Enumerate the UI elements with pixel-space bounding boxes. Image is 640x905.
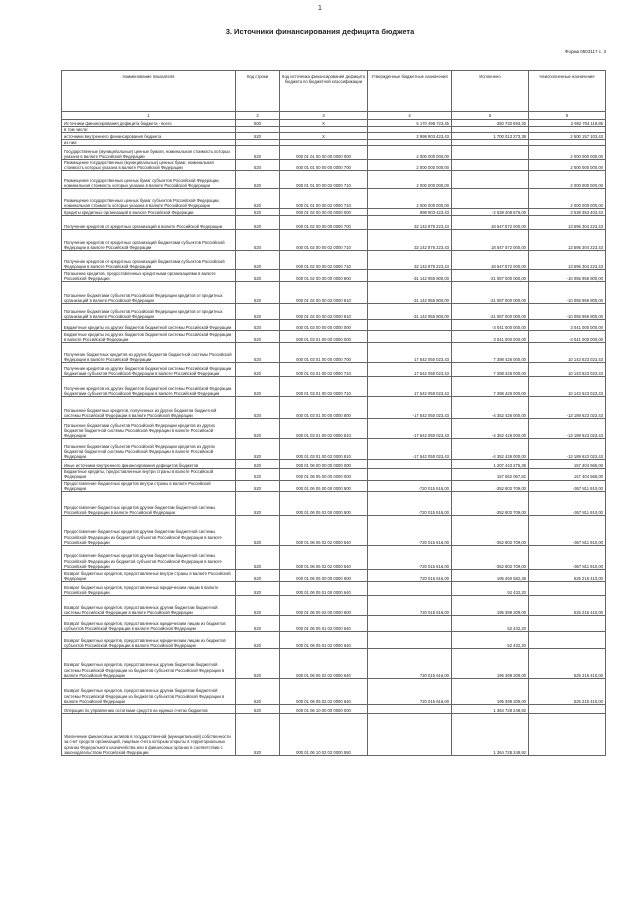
- row-source-code: 000 01 06 05 01 02 0000 640: [280, 615, 368, 631]
- row-code: 500: [236, 120, 280, 127]
- row-code: 520: [236, 480, 280, 491]
- row-source-code: 000 01 01 00 00 00 0000 700: [280, 160, 368, 171]
- row-source-code: 000 01 03 01 00 00 0000 700: [280, 343, 368, 363]
- row-approved: -17 542 050 023,43: [368, 439, 452, 460]
- row-source-code: 000 01 03 01 00 02 0000 710: [280, 377, 368, 397]
- row-source-code: 000 01 02 00 00 02 0000 710: [280, 230, 368, 251]
- row-name: Размещение государственных ценных бумаг субъектов Российской Федерации, номинальная стоимость которых указана в валюте Российской Федерации: [62, 189, 236, 209]
- row-executed: 1 207 443 275,36: [452, 460, 529, 469]
- row-approved: [368, 704, 452, 713]
- row-code: 520: [236, 282, 280, 304]
- table-row: [62, 439, 606, 460]
- row-source-code: 000 01 02 00 00 02 0000 810: [280, 304, 368, 320]
- row-executed: 195 399 209,00: [452, 648, 529, 678]
- row-code: 520: [236, 363, 280, 377]
- row-source-code: 000 01 06 00 00 00 0000 000: [280, 460, 368, 469]
- row-name: Получение кредитов из других бюджетов бюджетной системы Российской Федерации бюджетами субъектов Российской Федерации в валюте Российской Федерации: [62, 363, 236, 377]
- row-executed: 52 432,20: [452, 631, 529, 648]
- row-name: Предоставление бюджетных кредитов другим бюджетам бюджетной системы Российской Федерации из бюджетов субъектов Российской Федерации в валюте Российской Федерации: [62, 515, 236, 545]
- row-unexecuted: [529, 713, 606, 755]
- column-number: 6: [529, 112, 606, 120]
- table-row: [62, 515, 606, 545]
- column-header-unexecuted: Неисполненные назначения: [529, 71, 606, 112]
- row-name: Размещение государственных ценных бумаг субъектов Российской Федерации, номинальная стоимость которых указана в валюте Российской Федерации: [62, 171, 236, 189]
- table-row: [62, 678, 606, 704]
- row-name: Погашение бюджетами субъектов Российской Федерации кредитов из других бюджетов бюджетной системы Российской Федерации в валюте Российской Федерации: [62, 439, 236, 460]
- row-approved: 2 998 903 423,43: [368, 133, 452, 140]
- row-code: 520: [236, 713, 280, 755]
- row-code: 520: [236, 515, 280, 545]
- row-code: 520: [236, 460, 280, 469]
- column-header-code: Код строки: [236, 71, 280, 112]
- row-code: 520: [236, 133, 280, 140]
- row-executed: 7 398 426 000,00: [452, 363, 529, 377]
- row-code: 520: [236, 397, 280, 419]
- row-code: 520: [236, 230, 280, 251]
- form-label: Форма 0503117 с. 3: [565, 49, 606, 54]
- row-code: 520: [236, 251, 280, 270]
- row-executed: -352 803 709,00: [452, 491, 529, 515]
- row-code: 520: [236, 331, 280, 343]
- row-code: 520: [236, 704, 280, 713]
- row-unexecuted: 10 143 623 023,43: [529, 363, 606, 377]
- row-source-code: 000 01 03 01 00 02 0000 810: [280, 439, 368, 460]
- row-unexecuted: -13 189 623 023,43: [529, 397, 606, 419]
- row-unexecuted: 10 143 623 023,43: [529, 377, 606, 397]
- row-source-code: 000 01 03 01 00 00 0000 000: [280, 331, 368, 343]
- row-code: 520: [236, 146, 280, 160]
- row-name: Предоставление бюджетных кредитов внутри страны в валюте Российской Федерации: [62, 480, 236, 491]
- table-row: [62, 363, 606, 377]
- row-executed: -21 087 000 000,00: [452, 270, 529, 282]
- row-executed: 3 041 000 000,00: [452, 331, 529, 343]
- row-unexecuted: 525 216 410,00: [529, 648, 606, 678]
- row-approved: 17 542 050 023,43: [368, 363, 452, 377]
- row-approved: 998 903 423,43: [368, 209, 452, 216]
- row-code: 520: [236, 615, 280, 631]
- table-row: [62, 282, 606, 304]
- row-source-code: 000 01 06 05 02 02 0000 640: [280, 648, 368, 678]
- row-name: Погашение кредитов, предоставленных кредитными организациями в валюте Российской Федерации: [62, 270, 236, 282]
- row-unexecuted: -10 055 956 800,00: [529, 304, 606, 320]
- table-row: [62, 569, 606, 581]
- row-unexecuted: 2 000 000 000,00: [529, 160, 606, 171]
- row-approved: 2 000 000 000,00: [368, 160, 452, 171]
- row-code: 520: [236, 189, 280, 209]
- table-body: [62, 120, 606, 756]
- row-executed: -4 352 426 000,00: [452, 397, 529, 419]
- row-source-code: 000 01 03 00 00 00 0000 000: [280, 320, 368, 331]
- row-executed: [452, 160, 529, 171]
- row-code: 520: [236, 595, 280, 615]
- row-source-code: 000 01 01 00 00 00 0000 000: [280, 146, 368, 160]
- table-row: [62, 251, 606, 270]
- row-unexecuted: 3 538 353 403,43: [529, 209, 606, 216]
- table-row: [62, 460, 606, 469]
- row-code: 520: [236, 216, 280, 230]
- row-executed: -21 087 000 000,00: [452, 282, 529, 304]
- row-name: Возврат бюджетных кредитов, предоставленных юридическим лицам в валюте Российской Федерации: [62, 581, 236, 595]
- row-code: 520: [236, 343, 280, 363]
- row-executed: [452, 171, 529, 189]
- column-number: 2: [236, 112, 280, 120]
- row-unexecuted: 2 000 000 000,00: [529, 146, 606, 160]
- page-number: 1: [318, 5, 322, 12]
- row-code: 520: [236, 581, 280, 595]
- row-code: 520: [236, 209, 280, 216]
- table-row: [62, 133, 606, 140]
- row-name: Получение бюджетных кредитов из других бюджетов бюджетной системы Российской Федерации в валюте Российской Федерации: [62, 343, 236, 363]
- row-executed: -350 733 693,30: [452, 120, 529, 127]
- table-row: [62, 469, 606, 480]
- row-name: Увеличение финансовых активов в государственной (муниципальной) собственности за счет средств организаций, лицевые счета которым открыты в территориальных органах Федерального казначейства или в финансовых органах в соответствии с законодательством Российской Федерации: [62, 713, 236, 755]
- row-executed: 52 432,20: [452, 615, 529, 631]
- table-row: [62, 581, 606, 595]
- row-executed: 7 398 426 000,00: [452, 343, 529, 363]
- row-executed: 195 399 209,00: [452, 595, 529, 615]
- row-approved: -31 142 955 800,00: [368, 304, 452, 320]
- column-number: 3: [280, 112, 368, 120]
- row-code: 520: [236, 320, 280, 331]
- row-executed: [452, 189, 529, 209]
- column-number: 4: [368, 112, 452, 120]
- row-approved: -720 015 616,00: [368, 491, 452, 515]
- row-executed: -352 803 709,00: [452, 545, 529, 569]
- row-unexecuted: [529, 581, 606, 595]
- row-unexecuted: -13 189 623 023,43: [529, 439, 606, 460]
- row-approved: [368, 460, 452, 469]
- row-unexecuted: [529, 615, 606, 631]
- row-source-code: 000 01 02 00 00 02 0000 710: [280, 251, 368, 270]
- row-name: Предоставление бюджетных кредитов другим бюджетам бюджетной системы Российской Федерации из бюджетов субъектов Российской Федерации в валюте Российской Федерации: [62, 545, 236, 569]
- row-source-code: 000 01 03 01 00 00 0000 800: [280, 397, 368, 419]
- row-approved: 720 015 616,00: [368, 648, 452, 678]
- row-source-code: 000 01 06 05 02 00 0000 600: [280, 595, 368, 615]
- row-approved: 720 015 616,00: [368, 569, 452, 581]
- row-executed: 157 562 067,82: [452, 469, 529, 480]
- row-name: Возврат бюджетных кредитов, предоставленных другим бюджетам бюджетной системы Российской Федерации из бюджетов субъектов Российской Федерации в валюте Российской Федерации: [62, 678, 236, 704]
- row-name: Кредиты кредитных организаций в валюте Российской Федерации: [62, 209, 236, 216]
- column-number: 1: [62, 112, 236, 120]
- row-executed: 1 364 728 248,92: [452, 713, 529, 755]
- row-approved: [368, 713, 452, 755]
- row-executed: 52 432,20: [452, 581, 529, 595]
- table-row: [62, 171, 606, 189]
- table-row: [62, 545, 606, 569]
- row-name: Погашение бюджетами субъектов Российской Федерации кредитов от кредитных организаций в валюте Российской Федерации: [62, 304, 236, 320]
- row-code: 520: [236, 160, 280, 171]
- row-name: Получение кредитов от кредитных организаций бюджетами субъектов Российской Федерации в валюте Российской Федерации: [62, 230, 236, 251]
- row-name: Получение кредитов из других бюджетов бюджетной системы Российской Федерации бюджетами субъектов Российской Федерации в валюте Российской Федерации: [62, 377, 236, 397]
- row-executed: -2 539 408 676,00: [452, 209, 529, 216]
- page-title: 3. Источники финансирования дефицита бюджета: [225, 27, 415, 36]
- row-executed: 18 547 572 000,00: [452, 251, 529, 270]
- row-unexecuted: -367 811 910,00: [529, 545, 606, 569]
- row-approved: -31 142 955 800,00: [368, 282, 452, 304]
- row-unexecuted: [529, 631, 606, 648]
- row-name: Возврат бюджетных кредитов, предоставленных внутри страны в валюте Российской Федерации: [62, 569, 236, 581]
- row-name: Бюджетные кредиты из других бюджетов бюджетной системы Российской Федерации в валюте Российской Федерации: [62, 331, 236, 343]
- table-row: [62, 397, 606, 419]
- row-executed: -4 352 426 000,00: [452, 439, 529, 460]
- row-code: 520: [236, 419, 280, 439]
- row-name: Получение кредитов от кредитных организаций бюджетами субъектов Российской Федерации в валюте Российской Федерации: [62, 251, 236, 270]
- table-row: [62, 304, 606, 320]
- row-source-code: 000 01 06 10 00 00 0000 000: [280, 704, 368, 713]
- row-approved: 5 170 498 723,45: [368, 120, 452, 127]
- row-code: 520: [236, 491, 280, 515]
- row-source-code: 000 01 02 00 00 02 0000 810: [280, 282, 368, 304]
- row-source-code: 000 01 06 05 00 00 0000 600: [280, 569, 368, 581]
- row-approved: [368, 320, 452, 331]
- table-row: [62, 491, 606, 515]
- row-approved: 17 542 050 023,43: [368, 377, 452, 397]
- row-source-code: 000 01 03 01 00 02 0000 710: [280, 363, 368, 377]
- row-code: 520: [236, 270, 280, 282]
- row-executed: [452, 146, 529, 160]
- row-name: Бюджетные кредиты, предоставленные внутри страны в валюте Российской Федерации: [62, 469, 236, 480]
- table-row: [62, 704, 606, 713]
- row-executed: -352 803 709,00: [452, 515, 529, 545]
- row-executed: 1 364 728 248,92: [452, 704, 529, 713]
- row-source-code: 000 01 06 05 01 02 0000 640: [280, 631, 368, 648]
- row-code: 520: [236, 171, 280, 189]
- row-source-code: X: [280, 133, 368, 140]
- row-unexecuted: -367 811 910,00: [529, 491, 606, 515]
- row-executed: -352 803 709,00: [452, 480, 529, 491]
- row-executed: 1 700 013 273,38: [452, 133, 529, 140]
- row-unexecuted: -367 811 910,00: [529, 515, 606, 545]
- row-name: Погашение бюджетами субъектов Российской Федерации кредитов из других бюджетов бюджетной системы Российской Федерации в валюте Российской Федерации: [62, 419, 236, 439]
- column-number: 5: [452, 112, 529, 120]
- column-header-name: Наименование показателя: [62, 71, 236, 112]
- row-approved: [368, 331, 452, 343]
- row-executed: 18 547 572 000,00: [452, 216, 529, 230]
- row-approved: -17 542 050 023,43: [368, 397, 452, 419]
- row-source-code: 000 01 06 05 02 02 0000 540: [280, 545, 368, 569]
- row-source-code: 000 01 06 05 02 00 0000 500: [280, 491, 368, 515]
- row-source-code: 000 01 06 05 00 00 0000 000: [280, 469, 368, 480]
- row-unexecuted: 525 216 410,00: [529, 678, 606, 704]
- row-unexecuted: 13 595 304 223,43: [529, 216, 606, 230]
- row-unexecuted: 2 000 000 000,00: [529, 189, 606, 209]
- table-row: [62, 320, 606, 331]
- row-approved: 720 015 616,00: [368, 595, 452, 615]
- row-name: Возврат бюджетных кредитов, предоставленных юридическим лицам из бюджетов субъектов Российской Федерации в валюте Российской Федерации: [62, 631, 236, 648]
- row-executed: -21 087 000 000,00: [452, 304, 529, 320]
- row-approved: [368, 615, 452, 631]
- row-source-code: 000 01 06 05 02 02 0000 640: [280, 678, 368, 704]
- column-header-executed: Исполнено: [452, 71, 529, 112]
- table-row: [62, 419, 606, 439]
- row-executed: -3 041 000 000,00: [452, 320, 529, 331]
- row-executed: 7 398 426 000,00: [452, 377, 529, 397]
- row-source-code: 000 01 01 00 00 02 0000 710: [280, 171, 368, 189]
- row-approved: [368, 469, 452, 480]
- row-name: Возврат бюджетных кредитов, предоставленных другим бюджетам бюджетной системы Российской Федерации из бюджетов субъектов Российской Федерации в валюте Российской Федерации: [62, 648, 236, 678]
- row-executed: -4 352 426 000,00: [452, 419, 529, 439]
- row-code: 520: [236, 569, 280, 581]
- row-source-code: 000 01 01 00 00 02 0000 710: [280, 189, 368, 209]
- row-code: 520: [236, 545, 280, 569]
- row-unexecuted: -10 055 956 800,00: [529, 282, 606, 304]
- row-executed: 195 399 209,00: [452, 678, 529, 704]
- row-unexecuted: -10 055 956 800,00: [529, 270, 606, 282]
- table-row: [62, 648, 606, 678]
- row-unexecuted: 157 404 566,00: [529, 460, 606, 469]
- row-code: 520: [236, 377, 280, 397]
- row-code: 520: [236, 631, 280, 648]
- row-code: 520: [236, 304, 280, 320]
- row-approved: -31 142 955 800,00: [368, 270, 452, 282]
- row-unexecuted: 157 404 566,00: [529, 469, 606, 480]
- row-unexecuted: 13 595 304 223,43: [529, 251, 606, 270]
- row-unexecuted: -13 189 623 023,43: [529, 419, 606, 439]
- row-name: Операции по управлению остатками средств на единых счетах бюджетов: [62, 704, 236, 713]
- row-executed: 18 547 572 000,00: [452, 230, 529, 251]
- column-header-approved: Утвержденные бюджетные назначения: [368, 71, 452, 112]
- financing-sources-table: [61, 70, 606, 756]
- table-row: [62, 216, 606, 230]
- row-source-code: 000 01 06 05 02 02 0000 540: [280, 515, 368, 545]
- row-source-code: 000 01 06 10 02 02 0000 550: [280, 713, 368, 755]
- row-unexecuted: 10 143 623 023,43: [529, 343, 606, 363]
- table-row: [62, 160, 606, 171]
- row-name: Иные источники внутреннего финансирования дефицитов бюджетов: [62, 460, 236, 469]
- row-code: 520: [236, 678, 280, 704]
- row-unexecuted: 13 595 304 223,43: [529, 230, 606, 251]
- row-name: источники внутреннего финансирования бюджета: [62, 133, 236, 140]
- row-approved: -720 015 616,00: [368, 515, 452, 545]
- row-source-code: 000 01 02 00 00 00 0000 800: [280, 270, 368, 282]
- table-header-row: [62, 71, 606, 112]
- table-row: [62, 146, 606, 160]
- row-source-code: 000 01 03 01 00 02 0000 810: [280, 419, 368, 439]
- row-unexecuted: -3 041 000 000,00: [529, 331, 606, 343]
- row-approved: 32 142 876 223,43: [368, 251, 452, 270]
- table-row: [62, 189, 606, 209]
- row-name: Государственные (муниципальные) ценные бумаги, номинальная стоимость которых указана в валюте Российской Федерации: [62, 146, 236, 160]
- row-unexecuted: -367 811 910,00: [529, 480, 606, 491]
- row-name: Возврат бюджетных кредитов, предоставленных другим бюджетам бюджетной системы Российской Федерации в валюте Российской Федерации: [62, 595, 236, 615]
- row-executed: 195 450 582,36: [452, 569, 529, 581]
- row-source-code: 000 01 06 05 00 00 0000 500: [280, 480, 368, 491]
- row-approved: 32 142 876 223,43: [368, 230, 452, 251]
- table-row: [62, 343, 606, 363]
- row-source-code: 000 01 02 00 00 00 0000 700: [280, 216, 368, 230]
- row-code: 520: [236, 439, 280, 460]
- row-approved: [368, 581, 452, 595]
- row-approved: -720 015 616,00: [368, 480, 452, 491]
- row-approved: -720 015 616,00: [368, 545, 452, 569]
- row-source-code: 000 01 02 00 00 00 0000 000: [280, 209, 368, 216]
- row-code: 520: [236, 648, 280, 678]
- row-unexecuted: [529, 704, 606, 713]
- table-row: [62, 713, 606, 755]
- row-unexecuted: 525 216 410,00: [529, 595, 606, 615]
- row-source-code: X: [280, 120, 368, 127]
- row-unexecuted: 2 000 000 000,00: [529, 171, 606, 189]
- row-approved: [368, 631, 452, 648]
- row-unexecuted: 3 041 000 000,00: [529, 320, 606, 331]
- column-number-row: [62, 112, 606, 120]
- row-approved: 2 000 000 000,00: [368, 146, 452, 160]
- table-row: [62, 377, 606, 397]
- row-source-code: 000 01 06 05 01 00 0000 640: [280, 581, 368, 595]
- row-name: Погашение бюджетных кредитов, полученных из других бюджетов бюджетной системы Российской Федерации в валюте Российской Федерации: [62, 397, 236, 419]
- row-approved: 17 542 050 023,43: [368, 343, 452, 363]
- table-row: [62, 615, 606, 631]
- table-row: [62, 209, 606, 216]
- table-row: [62, 631, 606, 648]
- table-row: [62, 120, 606, 127]
- row-name: Получение кредитов от кредитных организаций в валюте Российской Федерации: [62, 216, 236, 230]
- row-name: в том числе:: [62, 127, 236, 133]
- row-approved: 2 000 000 000,00: [368, 189, 452, 209]
- table-row: [62, 331, 606, 343]
- row-approved: 32 142 876 223,43: [368, 216, 452, 230]
- table-row: [62, 270, 606, 282]
- row-unexecuted: 2 692 704 119,85: [529, 120, 606, 127]
- row-name: Бюджетные кредиты из других бюджетов бюджетной системы Российской Федерации: [62, 320, 236, 331]
- row-name: Возврат бюджетных кредитов, предоставленных юридическим лицам из бюджетов субъектов Российской Федерации в валюте Российской Федерации: [62, 615, 236, 631]
- table-row: [62, 595, 606, 615]
- row-approved: 720 015 616,00: [368, 678, 452, 704]
- table-row: [62, 230, 606, 251]
- row-approved: -17 542 050 023,43: [368, 419, 452, 439]
- row-unexecuted: 2 500 157 103,43: [529, 133, 606, 140]
- row-approved: 2 000 000 000,00: [368, 171, 452, 189]
- row-name: из них:: [62, 140, 236, 146]
- row-name: Источники финансирования дефицита бюджета - всего: [62, 120, 236, 127]
- row-unexecuted: 525 216 410,00: [529, 569, 606, 581]
- row-code: 520: [236, 469, 280, 480]
- row-name: Погашение бюджетами субъектов Российской Федерации кредитов от кредитных организаций в валюте Российской Федерации: [62, 282, 236, 304]
- row-name: Предоставление бюджетных кредитов другим бюджетам бюджетной системы Российской Федерации в валюте Российской Федерации: [62, 491, 236, 515]
- column-header-source: Код источника финансирования дефицита бюджета по бюджетной классификации: [280, 71, 368, 112]
- table-row: [62, 480, 606, 491]
- row-name: Размещение государственных (муниципальных) ценных бумаг, номинальная стоимость которых указана в валюте Российской Федерации: [62, 160, 236, 171]
